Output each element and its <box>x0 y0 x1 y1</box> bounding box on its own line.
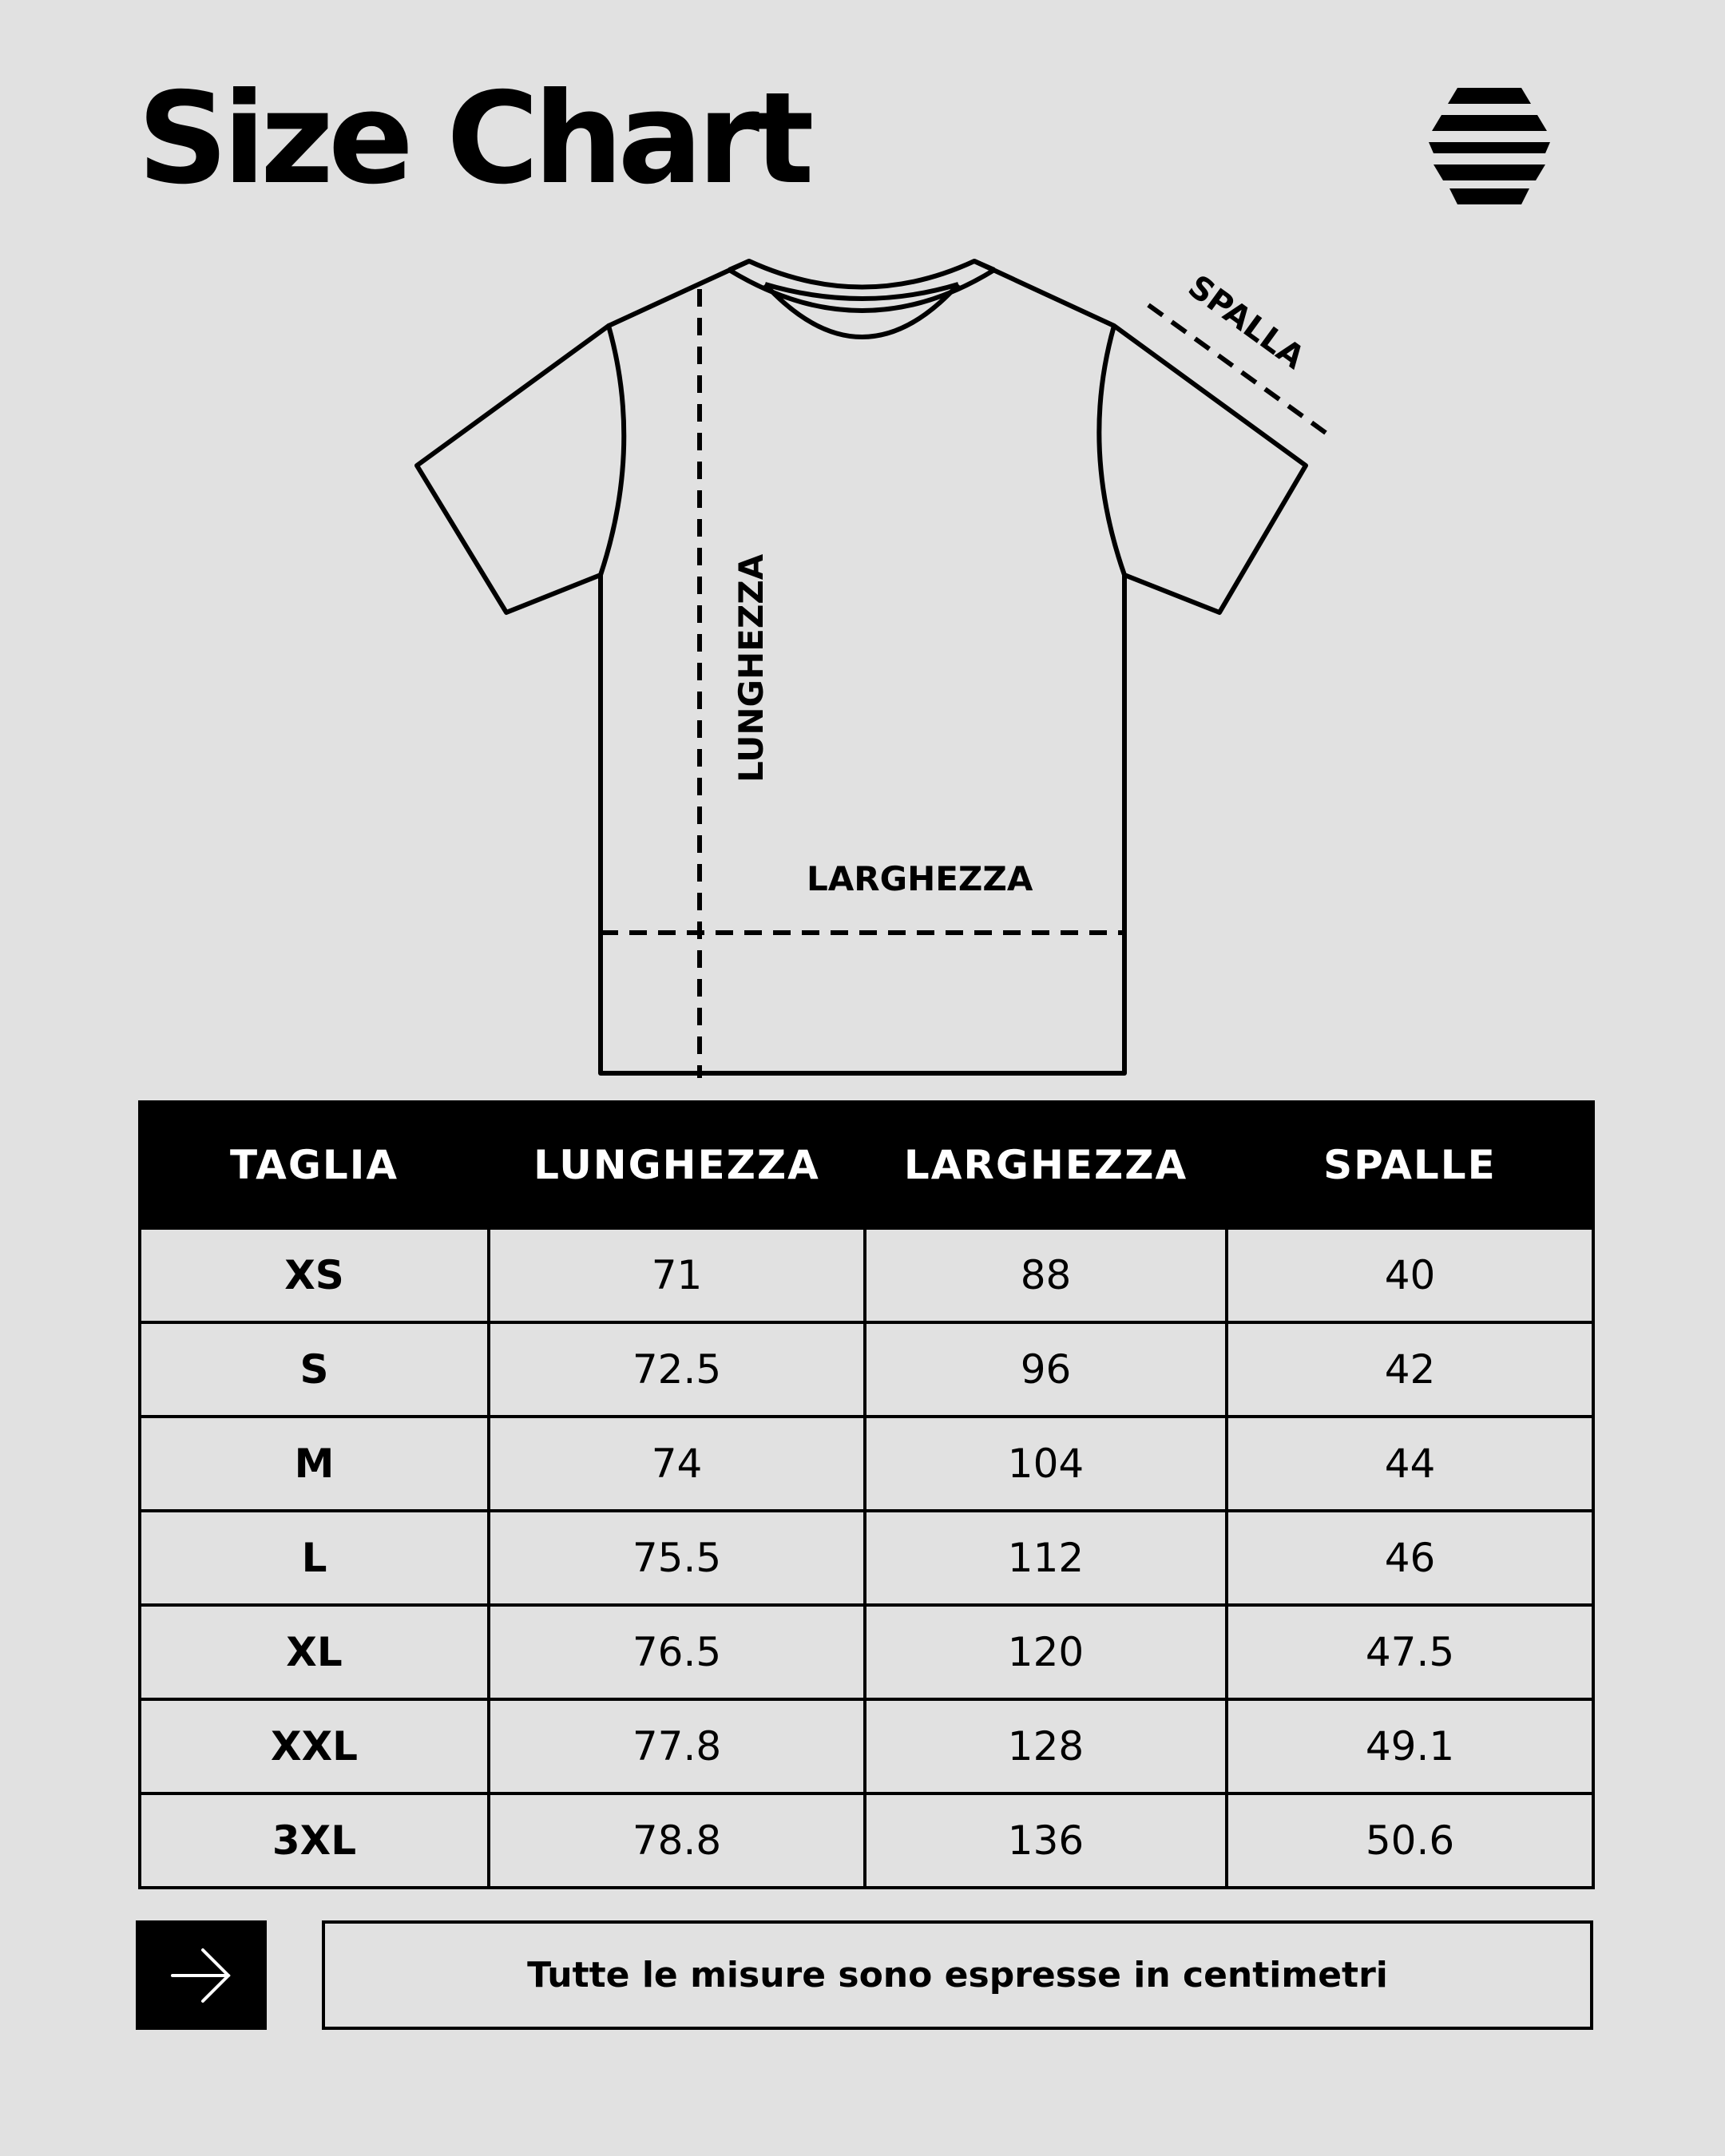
size-cell: 3XL <box>140 1793 489 1888</box>
col-header-length: LUNGHEZZA <box>489 1102 865 1228</box>
col-header-shoulders: SPALLE <box>1227 1102 1593 1228</box>
length-cell: 72.5 <box>489 1322 865 1417</box>
size-cell: S <box>140 1322 489 1417</box>
width-cell: 136 <box>865 1793 1227 1888</box>
length-cell: 78.8 <box>489 1793 865 1888</box>
table-row <box>140 1511 1593 1605</box>
col-header-width: LARGHEZZA <box>865 1102 1227 1228</box>
length-cell: 76.5 <box>489 1605 865 1699</box>
size-table <box>138 1100 1595 1889</box>
length-cell: 71 <box>489 1228 865 1322</box>
shoulder-cell: 50.6 <box>1227 1793 1593 1888</box>
table-row <box>140 1417 1593 1511</box>
width-cell: 104 <box>865 1417 1227 1511</box>
size-cell: L <box>140 1511 489 1605</box>
size-cell: XXL <box>140 1699 489 1793</box>
measurement-note <box>322 1920 1593 2030</box>
table-row <box>140 1322 1593 1417</box>
table-row <box>140 1793 1593 1888</box>
table-row <box>140 1605 1593 1699</box>
width-cell: 112 <box>865 1511 1227 1605</box>
table-row <box>140 1699 1593 1793</box>
width-cell: 96 <box>865 1322 1227 1417</box>
brand-logo-icon <box>1426 88 1553 208</box>
table-row <box>140 1228 1593 1322</box>
col-header-size: TAGLIA <box>140 1102 489 1228</box>
shoulder-label: SPALLA <box>1181 268 1311 377</box>
length-label: LUNGHEZZA <box>732 553 771 783</box>
length-cell: 74 <box>489 1417 865 1511</box>
shoulder-cell: 42 <box>1227 1322 1593 1417</box>
size-cell: M <box>140 1417 489 1511</box>
shoulder-cell: 40 <box>1227 1228 1593 1322</box>
tshirt-diagram <box>0 240 1725 1086</box>
shoulder-cell: 46 <box>1227 1511 1593 1605</box>
size-cell: XS <box>140 1228 489 1322</box>
width-cell: 88 <box>865 1228 1227 1322</box>
measurement-note-text: Tutte le misure sono espresse in centimetri <box>527 1955 1388 1995</box>
width-cell: 128 <box>865 1699 1227 1793</box>
size-cell: XL <box>140 1605 489 1699</box>
width-cell: 120 <box>865 1605 1227 1699</box>
width-label: LARGHEZZA <box>807 859 1033 898</box>
arrow-button[interactable] <box>136 1920 267 2030</box>
page-title: Size Chart <box>137 65 809 212</box>
shoulder-cell: 49.1 <box>1227 1699 1593 1793</box>
length-cell: 77.8 <box>489 1699 865 1793</box>
arrow-right-icon <box>168 1942 235 2009</box>
shoulder-cell: 44 <box>1227 1417 1593 1511</box>
length-cell: 75.5 <box>489 1511 865 1605</box>
table-header-row <box>140 1102 1593 1228</box>
shoulder-cell: 47.5 <box>1227 1605 1593 1699</box>
